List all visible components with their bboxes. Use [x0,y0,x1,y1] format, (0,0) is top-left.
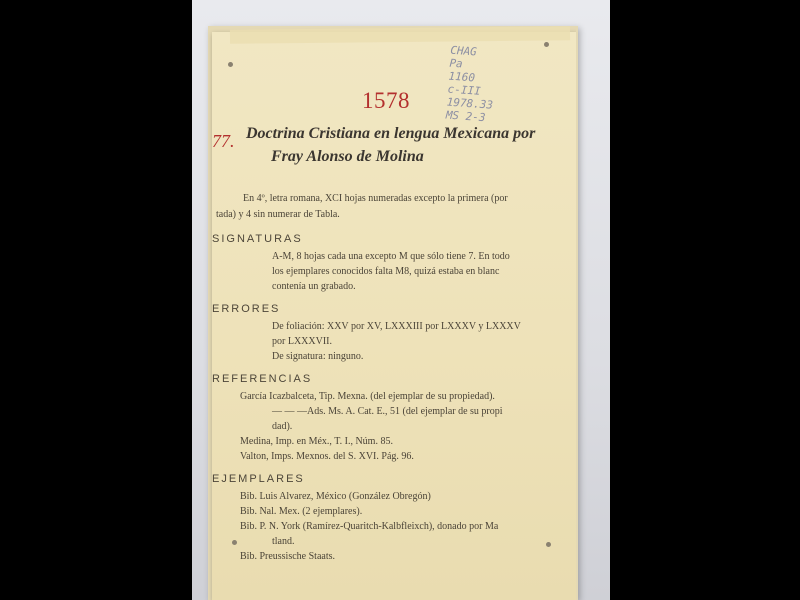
pin-hole [228,62,233,67]
pencil-annotation [445,44,520,127]
entry-title-line-1: Doctrina Cristiana en lengua Mexicana por [246,125,536,142]
description-line: En 4º, letra romana, XCI hojas numeradas excepto la primera (por [243,193,508,204]
year-heading: 1578 [362,88,410,113]
entry-title-line-2: Fray Alonso de Molina [271,148,424,165]
ejemplares-line: Bib. Luis Alvarez, México (González Obregón) [240,491,431,502]
ejemplares-line: Bib. Nal. Mex. (2 ejemplares). [240,506,363,517]
referencias-line: García Icazbalceta, Tip. Mexna. (del ejemplar de su propiedad). [240,391,495,402]
referencias-line: Medina, Imp. en Méx., T. I., Núm. 85. [240,436,393,447]
pin-hole [546,542,551,547]
referencias-line: dad). [272,421,293,432]
errores-line: por LXXXVII. [272,336,332,347]
pencil-line: 1160 [448,69,476,85]
referencias-line: Valton, Imps. Mexnos. del S. XVI. Pág. 96. [240,451,414,462]
pencil-line: MS 2-3 [445,108,486,125]
errores-line: De foliación: XXV por XV, LXXXIII por LXXXV y LXXXV [272,321,521,332]
ejemplares-line: Bib. P. N. York (Ramírez-Quaritch-Kalbfleixch), donado por Ma [240,521,499,532]
signaturas-line: contenía un grabado. [272,281,356,292]
entry-number: 77. [212,131,235,151]
section-heading-signaturas: SIGNATURAS [212,233,303,245]
pin-hole [232,540,237,545]
ejemplares-line: Bib. Preussische Staats. [240,551,335,562]
pencil-line: Pa [448,56,464,71]
description-line: tada) y 4 sin numerar de Tabla. [216,209,340,220]
section-heading-errores: ERRORES [212,303,281,315]
referencias-line: — — —Ads. Ms. A. Cat. E., 51 (del ejemplar de su propi [272,406,503,417]
ejemplares-line: tland. [272,536,295,547]
signaturas-line: A-M, 8 hojas cada una excepto M que sólo tiene 7. En todo [272,251,510,262]
pin-hole [544,42,549,47]
section-heading-ejemplares: EJEMPLARES [212,473,305,485]
pencil-line: 1978.33 [446,95,494,112]
pencil-line: CHAG [449,43,478,59]
section-heading-referencias: REFERENCIAS [212,373,313,385]
errores-line: De signatura: ninguno. [272,351,364,362]
pencil-line: c-III [447,82,482,98]
signaturas-line: los ejemplares conocidos falta M8, quizá estaba en blanc [272,266,500,277]
